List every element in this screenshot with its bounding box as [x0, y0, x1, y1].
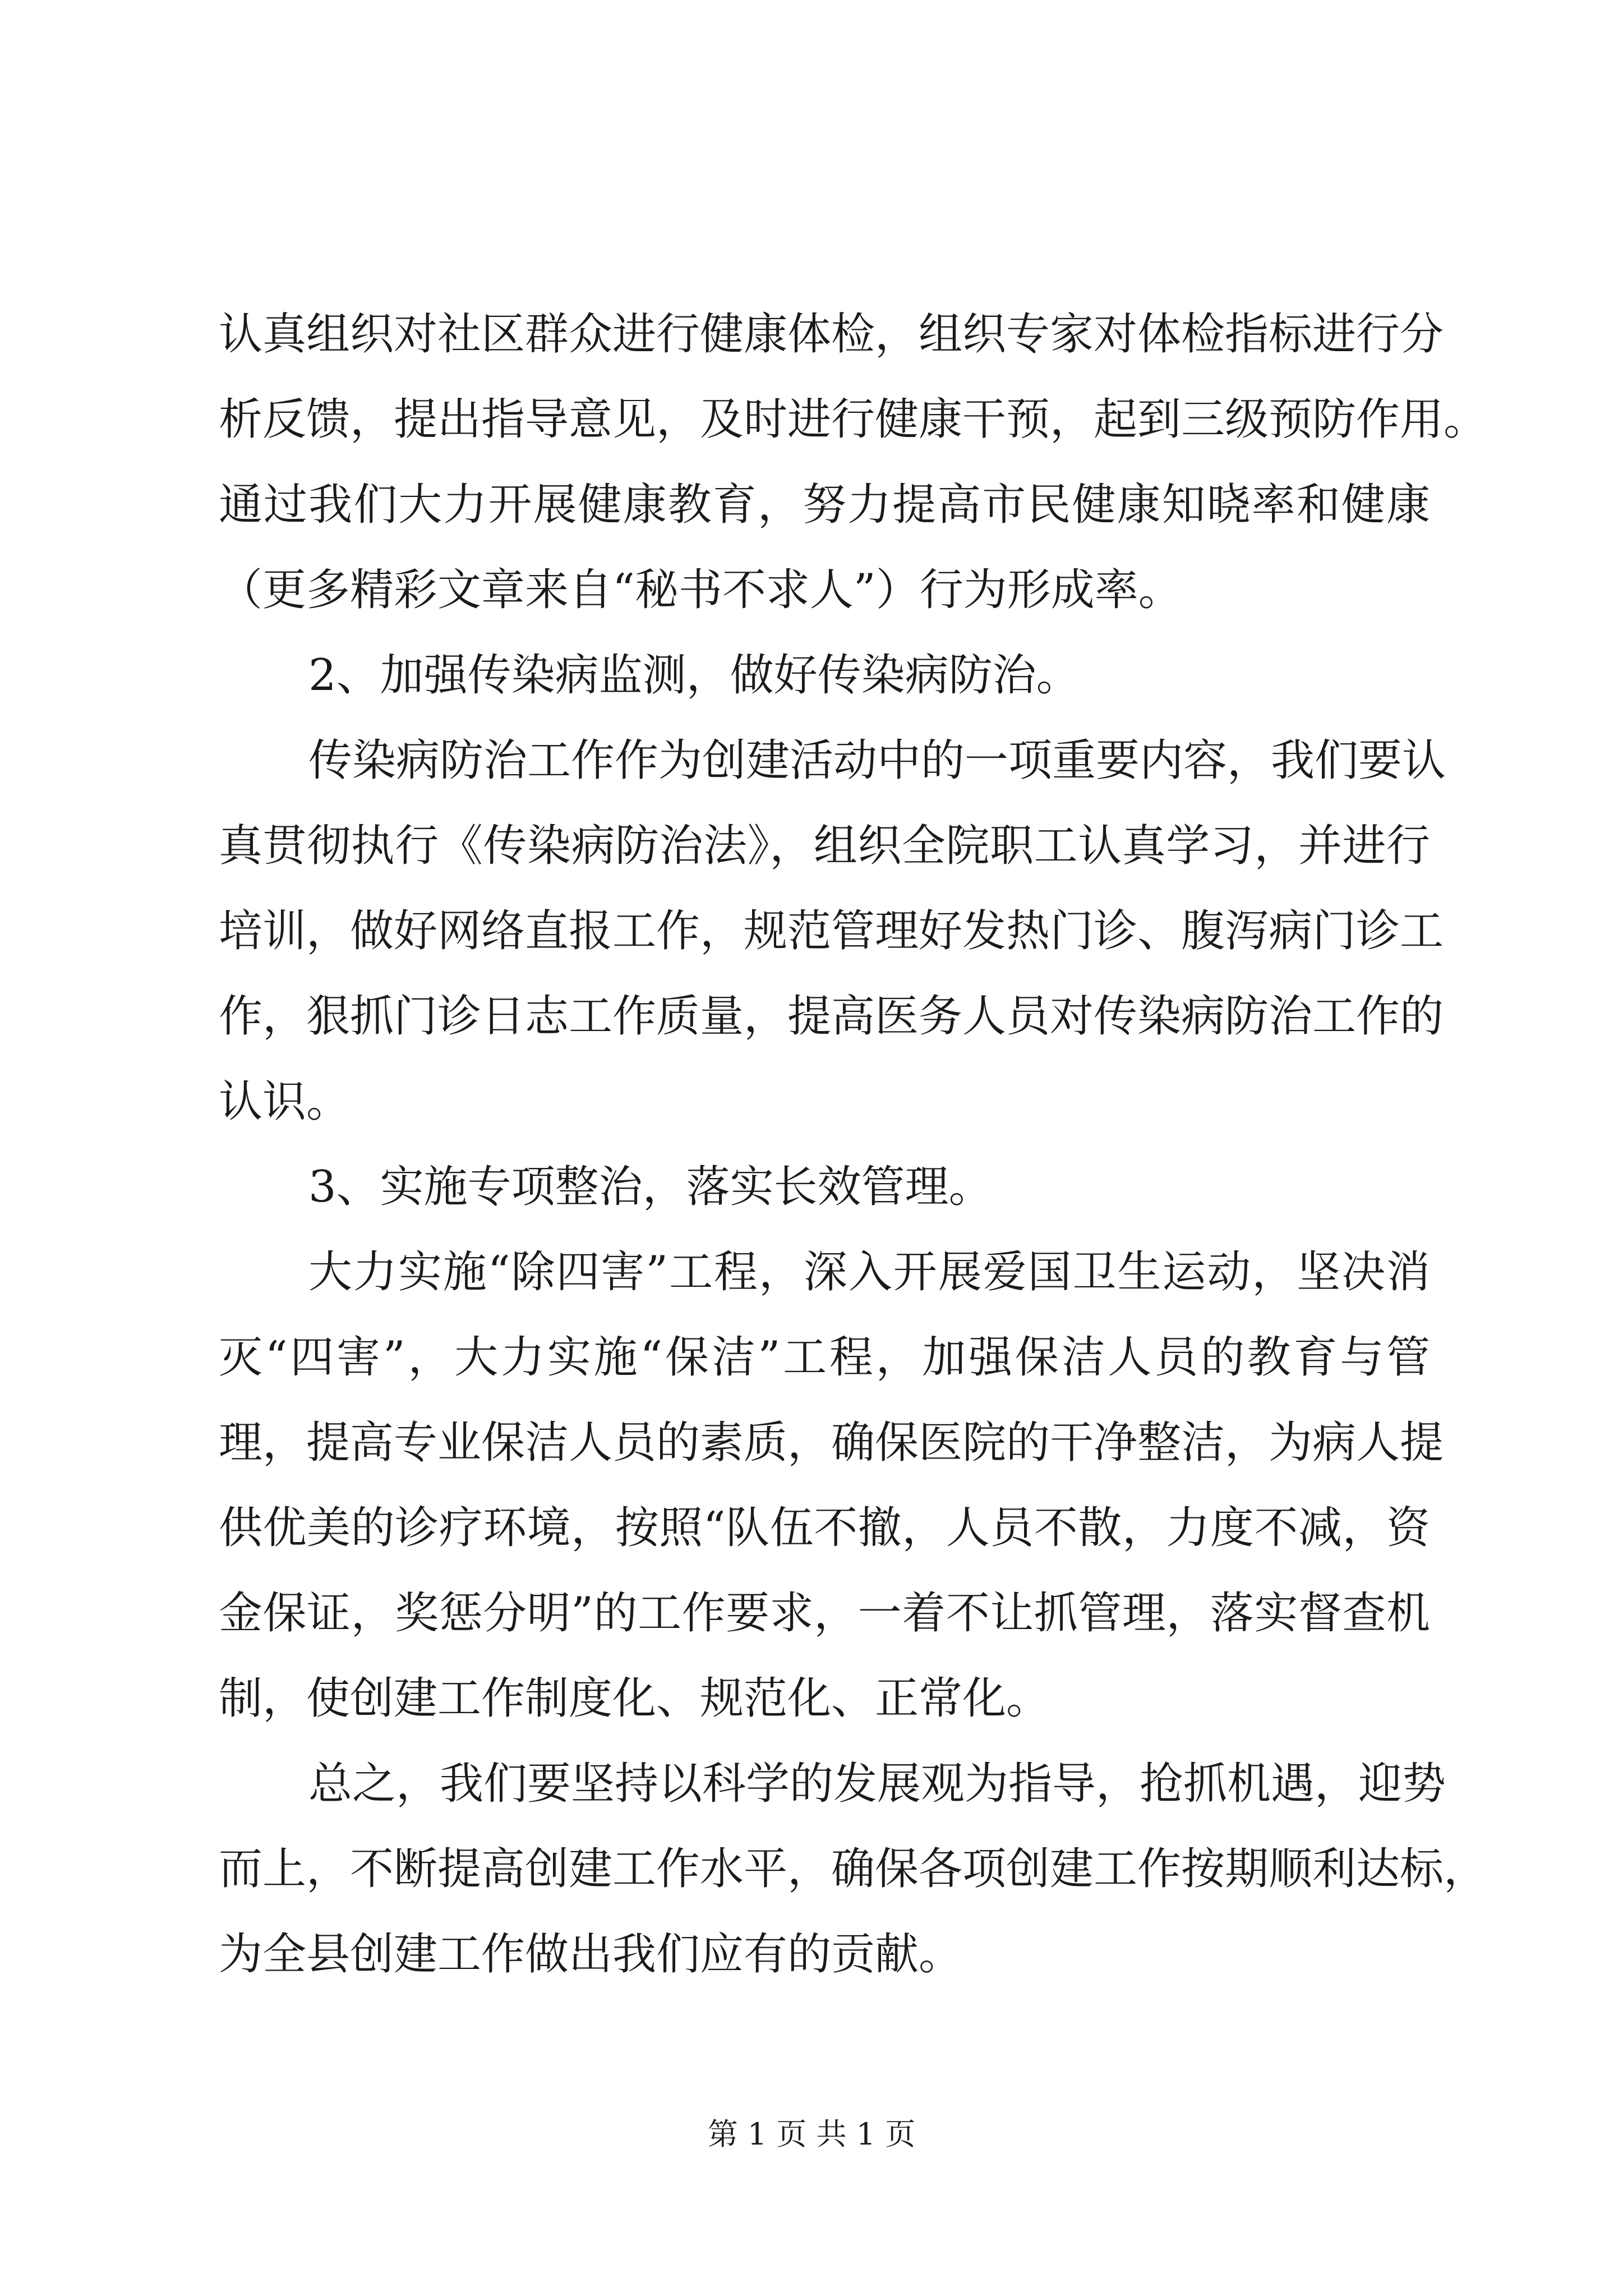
text-line: 制，使创建工作制度化、规范化、正常化。 — [219, 1673, 1050, 1724]
text-line: 为全县创建工作做出我们应有的贡献。 — [219, 1929, 963, 1980]
text-line: 通过我们大力开展健康教育，努力提高市民健康知晓率和健康 — [219, 480, 1430, 530]
text-line: （更多精彩文章来自“秘书不求人”）行为形成率。 — [219, 565, 1182, 615]
text-line: 灭“四害”，大力实施“保洁”工程，加强保洁人员的教育与管 — [219, 1332, 1430, 1383]
text-line: 认识。 — [219, 1076, 351, 1127]
text-line: 真贯彻执行《传染病防治法》，组织全院职工认真学习，并进行 — [219, 821, 1430, 871]
text-line: 而上，不断提高创建工作水平，确保各项创建工作按期顺利达标， — [219, 1844, 1488, 1894]
text-line: 供优美的诊疗环境，按照“队伍不撤，人员不散，力度不减，资 — [219, 1503, 1430, 1553]
text-line: 2、加强传染病监测，做好传染病防治。 — [308, 650, 1080, 701]
text-line: 3、实施专项整治，落实长效管理。 — [308, 1162, 993, 1212]
text-line: 大力实施“除四害”工程，深入开展爱国卫生运动，坚决消 — [308, 1247, 1430, 1297]
text-line: 理，提高专业保洁人员的素质，确保医院的干净整洁，为病人提 — [219, 1418, 1444, 1468]
text-line: 作，狠抓门诊日志工作质量，提高医务人员对传染病防治工作的 — [219, 991, 1444, 1042]
text-line: 培训，做好网络直报工作，规范管理好发热门诊、腹泻病门诊工 — [219, 906, 1444, 956]
document-body — [219, 292, 1488, 1997]
text-line: 析反馈，提出指导意见，及时进行健康干预，起到三级预防作用。 — [219, 394, 1488, 445]
text-line: 认真组织对社区群众进行健康体检，组织专家对体检指标进行分 — [219, 309, 1444, 360]
page-footer: 第 1 页 共 1 页 — [707, 2116, 916, 2152]
text-line: 金保证，奖惩分明”的工作要求，一着不让抓管理，落实督查机 — [219, 1588, 1430, 1639]
text-line: 总之，我们要坚持以科学的发展观为指导，抢抓机遇，迎势 — [308, 1759, 1446, 1809]
text-line: 传染病防治工作作为创建活动中的一项重要内容，我们要认 — [308, 735, 1446, 786]
